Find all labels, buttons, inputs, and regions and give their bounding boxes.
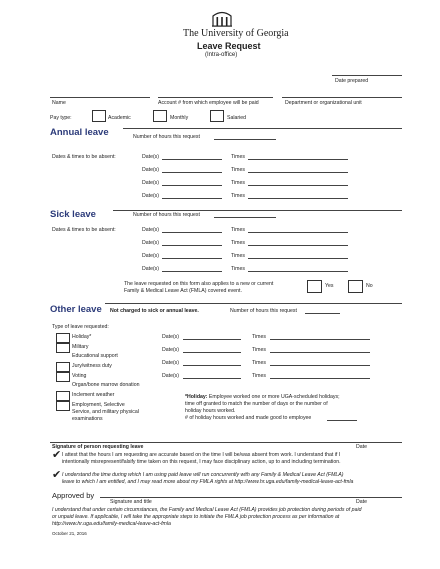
requester-signature-line[interactable]: [50, 442, 402, 443]
sick-times-line[interactable]: [248, 232, 348, 233]
sick-times-label: Times: [231, 240, 245, 246]
other-divider: [105, 303, 402, 304]
annual-date-label: Date(s): [142, 154, 160, 160]
annual-times-line[interactable]: [248, 172, 348, 173]
pay-type-monthly-label: Monthly: [170, 115, 189, 121]
sick-times-label: Times: [231, 266, 245, 272]
sick-date-line[interactable]: [162, 232, 222, 233]
leave-type-label: examinations: [72, 416, 103, 422]
name-label: Name: [52, 100, 66, 106]
leave-type-label: Military: [72, 344, 89, 350]
other-leave-note: Not charged to sick or annual leave.: [110, 308, 199, 314]
holiday-note-line2: time off granted to match the number of days or the number of: [185, 401, 328, 407]
holiday-hours-line[interactable]: [327, 420, 357, 421]
attest-check-icon: ✔: [52, 449, 62, 461]
other-times-line[interactable]: [270, 339, 370, 340]
other-times-label: Times: [252, 334, 266, 340]
other-date-line[interactable]: [183, 378, 241, 379]
pay-type-salaried-label: Salaried: [227, 115, 247, 121]
sick-times-label: Times: [231, 253, 245, 259]
other-hours-label: Number of hours this request: [230, 308, 297, 314]
other-times-line[interactable]: [270, 378, 370, 379]
pay-type-monthly-checkbox[interactable]: [153, 110, 167, 122]
university-name: The University of Georgia: [183, 28, 289, 39]
sick-times-label: Times: [231, 227, 245, 233]
other-times-label: Times: [252, 360, 266, 366]
leave-type-checkbox[interactable]: [56, 391, 70, 401]
pay-type-academic-label: Academic: [108, 115, 131, 121]
other-times-line[interactable]: [270, 352, 370, 353]
leave-type-checkbox[interactable]: [56, 333, 70, 343]
other-times-label: Times: [252, 347, 266, 353]
annual-hours-line[interactable]: [214, 139, 276, 140]
university-arch-logo-icon: [211, 9, 233, 27]
holiday-note-line1: *Holiday: Employee worked one or more UGA-scheduled holidays;: [185, 394, 340, 400]
annual-times-line[interactable]: [248, 185, 348, 186]
sick-divider: [113, 210, 402, 211]
other-leave-heading: Other leave: [50, 304, 102, 315]
fmla-text-line2: leave to which I am entitled, and I may read more about my FMLA rights at http://www.hr.uga.edu/family-medical-leave-act-fmla: [62, 479, 354, 485]
sick-times-line[interactable]: [248, 245, 348, 246]
fmla-question-line1: The leave requested on this form also applies to a new or current: [124, 281, 274, 287]
leave-type-checkbox[interactable]: [56, 372, 70, 382]
department-line[interactable]: [282, 97, 402, 98]
leave-type-label: Service, and military physical: [72, 409, 139, 415]
footer-text-line3: http://www.hr.uga.edu/family-medical-leave-act-fmla: [52, 521, 171, 527]
sick-hours-line[interactable]: [214, 217, 276, 218]
fmla-yes-label: Yes: [325, 283, 334, 289]
leave-type-label: Organ/bone marrow donation: [72, 382, 140, 388]
revision-date: October 21, 2016: [52, 531, 87, 536]
name-line[interactable]: [50, 97, 150, 98]
annual-date-line[interactable]: [162, 185, 222, 186]
leave-type-label: Holiday*: [72, 334, 92, 340]
annual-divider: [123, 128, 402, 129]
annual-date-label: Date(s): [142, 180, 160, 186]
sick-hours-label: Number of hours this request: [133, 212, 200, 218]
annual-times-label: Times: [231, 180, 245, 186]
fmla-text-line1: I understand the time during which I am using paid leave will run concurrently with any Family & Medical Leave Act (FMLA): [62, 472, 344, 478]
annual-date-line[interactable]: [162, 172, 222, 173]
leave-type-label: Educational support: [72, 353, 118, 359]
requester-date-label: Date: [356, 444, 367, 450]
leave-type-label: Inclement weather: [72, 392, 115, 398]
other-date-label: Date(s): [162, 334, 180, 340]
sick-date-line[interactable]: [162, 271, 222, 272]
annual-times-label: Times: [231, 193, 245, 199]
department-label: Department or organizational unit: [285, 100, 362, 106]
date-prepared-line[interactable]: [332, 75, 402, 76]
other-date-label: Date(s): [162, 373, 180, 379]
annual-dates-label: Dates & times to be absent:: [52, 154, 116, 160]
sick-date-label: Date(s): [142, 240, 160, 246]
account-line[interactable]: [158, 97, 273, 98]
annual-times-line[interactable]: [248, 159, 348, 160]
form-subtitle: (Intra-office): [205, 52, 238, 58]
fmla-check-icon: ✔: [52, 469, 62, 481]
sick-date-label: Date(s): [142, 253, 160, 259]
other-date-line[interactable]: [183, 339, 241, 340]
annual-times-label: Times: [231, 167, 245, 173]
pay-type-salaried-checkbox[interactable]: [210, 110, 224, 122]
sick-dates-label: Dates & times to be absent:: [52, 227, 116, 233]
approver-date-label: Date: [356, 499, 367, 505]
leave-type-checkbox[interactable]: [56, 401, 70, 411]
sick-times-line[interactable]: [248, 271, 348, 272]
form-title: Leave Request: [197, 41, 261, 51]
holiday-note-line4: # of holiday hours worked and made good to employee: [185, 415, 312, 421]
attest-text-line2: intentionally misrepresent/falsify time taken on this request, I may face disciplinary action, up to and including termination.: [62, 459, 341, 465]
sick-date-line[interactable]: [162, 258, 222, 259]
annual-date-label: Date(s): [142, 167, 160, 173]
date-prepared-label: Date prepared: [335, 78, 369, 84]
leave-type-label: Voting: [72, 373, 87, 379]
sick-date-label: Date(s): [142, 227, 160, 233]
annual-date-label: Date(s): [142, 193, 160, 199]
other-date-line[interactable]: [183, 352, 241, 353]
annual-date-line[interactable]: [162, 198, 222, 199]
sick-leave-heading: Sick leave: [50, 209, 96, 220]
sick-date-label: Date(s): [142, 266, 160, 272]
attest-text-line1: I attest that the hours I am requesting are accurate based on the time I will be/was absent from work. I understand that if I: [62, 452, 341, 458]
fmla-no-checkbox[interactable]: [348, 280, 363, 293]
other-date-label: Date(s): [162, 360, 180, 366]
holiday-note-line3: holiday hours worked.: [185, 408, 236, 414]
leave-type-checkbox[interactable]: [56, 343, 70, 353]
account-label: Account # from which employee will be paid: [158, 100, 259, 106]
leave-type-checkbox[interactable]: [56, 362, 70, 372]
pay-type-academic-checkbox[interactable]: [92, 110, 106, 122]
annual-hours-label: Number of hours this request: [133, 134, 200, 140]
sick-date-line[interactable]: [162, 245, 222, 246]
leave-type-label: Employment, Selective: [72, 402, 125, 408]
approver-signature-title-label: Signature and title: [110, 499, 152, 505]
fmla-question-line2: Family & Medical Leave Act (FMLA) covered event.: [124, 288, 242, 294]
annual-times-label: Times: [231, 154, 245, 160]
other-times-line[interactable]: [270, 365, 370, 366]
pay-type-label: Pay type:: [50, 115, 72, 121]
approved-by-label: Approved by: [52, 491, 95, 500]
footer-text-line2: or unpaid leave. If applicable, I will take the appropriate steps to initiate the FMLA job protection process as per information at: [52, 514, 340, 520]
footer-text-line1: I understand that under certain circumstances, the Family and Medical Leave Act (FMLA) provides job protection during periods of paid: [52, 507, 362, 513]
other-times-label: Times: [252, 373, 266, 379]
other-date-line[interactable]: [183, 365, 241, 366]
annual-times-line[interactable]: [248, 198, 348, 199]
fmla-yes-checkbox[interactable]: [307, 280, 322, 293]
type-of-leave-label: Type of leave requested:: [52, 324, 109, 330]
leave-type-label: Jury/witness duty: [72, 363, 112, 369]
sick-times-line[interactable]: [248, 258, 348, 259]
annual-date-line[interactable]: [162, 159, 222, 160]
other-date-label: Date(s): [162, 347, 180, 353]
fmla-no-label: No: [366, 283, 373, 289]
requester-signature-label: Signature of person requesting leave: [52, 444, 144, 450]
annual-leave-heading: Annual leave: [50, 127, 109, 138]
approver-signature-line[interactable]: [100, 497, 402, 498]
other-hours-line[interactable]: [305, 313, 340, 314]
